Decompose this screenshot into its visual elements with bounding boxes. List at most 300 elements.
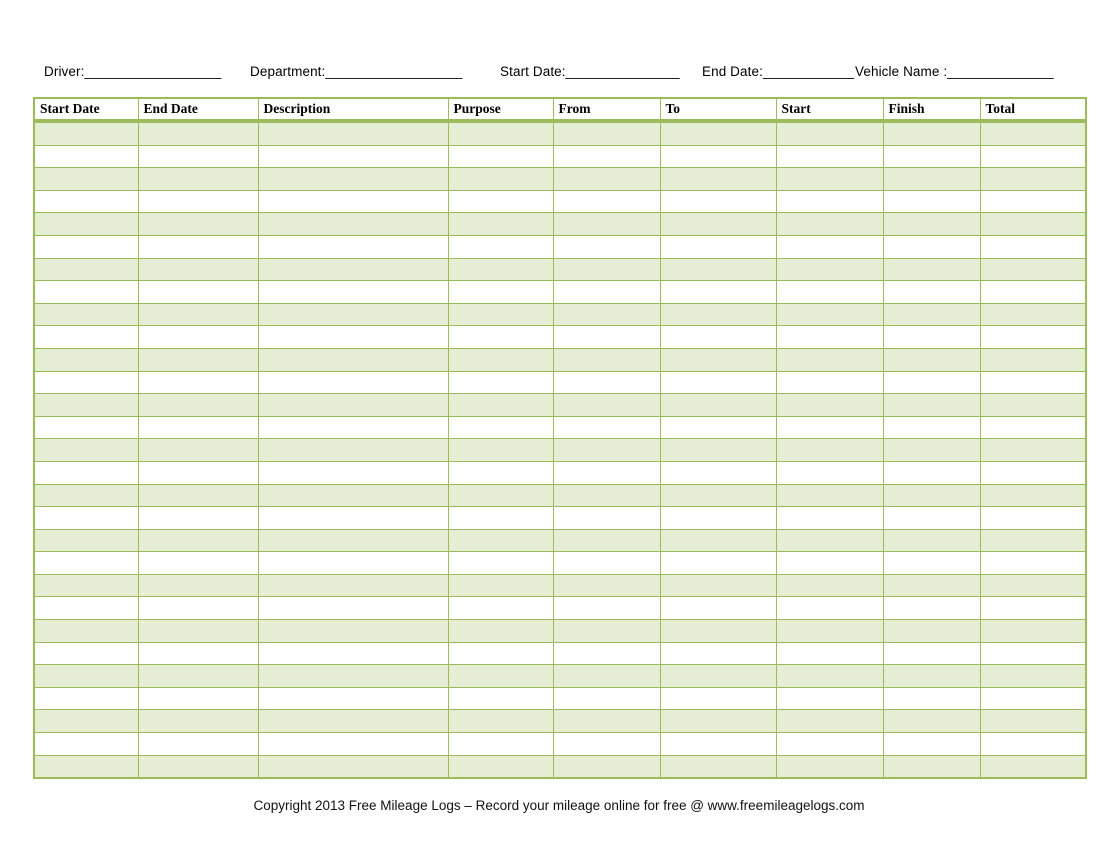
empty-cell [883,710,980,733]
empty-cell [553,507,660,530]
empty-cell [138,348,258,371]
empty-cell [553,168,660,191]
empty-cell [34,168,138,191]
empty-cell [660,552,776,575]
empty-cell [34,281,138,304]
table-row [34,371,1086,394]
empty-cell [776,461,883,484]
empty-cell [776,371,883,394]
empty-cell [258,552,448,575]
vehicle-name-field: Vehicle Name :______________ [855,64,1054,79]
empty-cell [258,121,448,145]
table-row [34,121,1086,145]
empty-cell [34,552,138,575]
col-header-to: To [660,98,776,121]
mileage-table [33,97,1087,779]
empty-cell [883,484,980,507]
empty-cell [660,168,776,191]
empty-cell [660,507,776,530]
empty-cell [660,416,776,439]
table-row [34,303,1086,326]
empty-cell [553,235,660,258]
table-row [34,348,1086,371]
empty-cell [553,687,660,710]
empty-cell [883,597,980,620]
empty-cell [34,620,138,643]
empty-cell [776,710,883,733]
empty-cell [34,235,138,258]
empty-cell [258,665,448,688]
empty-cell [258,574,448,597]
empty-cell [776,281,883,304]
empty-cell [138,710,258,733]
empty-cell [980,507,1086,530]
table-row [34,642,1086,665]
table-row [34,190,1086,213]
empty-cell [776,507,883,530]
empty-cell [660,213,776,236]
empty-cell [448,642,553,665]
empty-cell [258,597,448,620]
empty-cell [980,416,1086,439]
empty-cell [553,552,660,575]
table-header [34,98,1086,121]
empty-cell [448,190,553,213]
empty-cell [553,642,660,665]
empty-cell [258,461,448,484]
empty-cell [883,394,980,417]
empty-cell [258,687,448,710]
empty-cell [448,371,553,394]
empty-cell [553,190,660,213]
empty-cell [660,190,776,213]
empty-cell [258,394,448,417]
empty-cell [448,529,553,552]
empty-cell [553,439,660,462]
col-header-end-date: End Date [138,98,258,121]
empty-cell [660,281,776,304]
empty-cell [138,416,258,439]
empty-cell [448,303,553,326]
department-field: Department:__________________ [250,64,463,79]
empty-cell [34,213,138,236]
empty-cell [448,168,553,191]
empty-cell [776,145,883,168]
empty-cell [448,665,553,688]
driver-field: Driver:__________________ [44,64,222,79]
empty-cell [980,145,1086,168]
empty-cell [138,281,258,304]
empty-cell [448,348,553,371]
empty-cell [448,597,553,620]
empty-cell [660,145,776,168]
empty-cell [34,439,138,462]
empty-cell [660,529,776,552]
empty-cell [660,665,776,688]
empty-cell [660,574,776,597]
empty-cell [34,755,138,778]
table-row [34,168,1086,191]
empty-cell [34,710,138,733]
empty-cell [883,371,980,394]
empty-cell [448,258,553,281]
empty-cell [138,439,258,462]
empty-cell [34,461,138,484]
table-row [34,597,1086,620]
empty-cell [883,145,980,168]
empty-cell [258,416,448,439]
empty-cell [883,416,980,439]
empty-cell [660,258,776,281]
empty-cell [448,687,553,710]
empty-cell [660,371,776,394]
empty-cell [553,213,660,236]
empty-cell [883,258,980,281]
empty-cell [660,121,776,145]
empty-cell [448,574,553,597]
empty-cell [34,574,138,597]
empty-cell [776,394,883,417]
start-date-field: Start Date:_______________ [500,64,680,79]
empty-cell [138,121,258,145]
empty-cell [34,303,138,326]
empty-cell [883,190,980,213]
table-row [34,213,1086,236]
empty-cell [258,168,448,191]
empty-cell [980,235,1086,258]
empty-cell [258,620,448,643]
table-row [34,733,1086,756]
empty-cell [138,394,258,417]
empty-cell [138,507,258,530]
empty-cell [980,326,1086,349]
empty-cell [883,665,980,688]
table-row [34,484,1086,507]
empty-cell [776,665,883,688]
empty-cell [883,552,980,575]
empty-cell [980,168,1086,191]
empty-cell [448,235,553,258]
empty-cell [258,326,448,349]
empty-cell [980,574,1086,597]
empty-cell [883,348,980,371]
empty-cell [34,326,138,349]
empty-cell [553,281,660,304]
empty-cell [776,755,883,778]
empty-cell [980,529,1086,552]
table-row [34,687,1086,710]
empty-cell [660,461,776,484]
empty-cell [258,529,448,552]
empty-cell [883,213,980,236]
empty-cell [660,642,776,665]
empty-cell [258,642,448,665]
mileage-table-body [34,121,1086,778]
table-row [34,710,1086,733]
empty-cell [34,507,138,530]
empty-cell [138,733,258,756]
empty-cell [776,687,883,710]
empty-cell [883,529,980,552]
empty-cell [883,281,980,304]
empty-cell [34,597,138,620]
empty-cell [776,620,883,643]
col-header-from: From [553,98,660,121]
empty-cell [553,416,660,439]
empty-cell [258,213,448,236]
table-row [34,439,1086,462]
empty-cell [776,733,883,756]
empty-cell [660,620,776,643]
empty-cell [258,507,448,530]
empty-cell [258,281,448,304]
empty-cell [258,439,448,462]
empty-cell [660,303,776,326]
empty-cell [448,733,553,756]
empty-cell [258,484,448,507]
empty-cell [448,484,553,507]
table-row [34,258,1086,281]
empty-cell [776,484,883,507]
col-header-total: Total [980,98,1086,121]
end-date-field: End Date:____________ [702,64,855,79]
empty-cell [448,507,553,530]
empty-cell [138,168,258,191]
col-header-description: Description [258,98,448,121]
empty-cell [138,213,258,236]
table-row [34,620,1086,643]
table-row [34,326,1086,349]
empty-cell [980,597,1086,620]
empty-cell [776,258,883,281]
empty-cell [980,348,1086,371]
empty-cell [883,574,980,597]
empty-cell [138,665,258,688]
empty-cell [553,258,660,281]
header-form [0,64,1100,84]
empty-cell [138,235,258,258]
empty-cell [138,552,258,575]
col-header-purpose: Purpose [448,98,553,121]
empty-cell [448,326,553,349]
empty-cell [448,461,553,484]
empty-cell [883,642,980,665]
empty-cell [553,597,660,620]
empty-cell [553,484,660,507]
empty-cell [138,620,258,643]
empty-cell [34,642,138,665]
empty-cell [776,235,883,258]
empty-cell [448,213,553,236]
empty-cell [980,121,1086,145]
empty-cell [980,687,1086,710]
empty-cell [138,755,258,778]
empty-cell [776,348,883,371]
empty-cell [138,190,258,213]
empty-cell [34,394,138,417]
empty-cell [660,235,776,258]
empty-cell [980,461,1086,484]
empty-cell [448,145,553,168]
empty-cell [980,394,1086,417]
empty-cell [883,507,980,530]
empty-cell [776,439,883,462]
empty-cell [138,326,258,349]
empty-cell [980,642,1086,665]
table-row [34,552,1086,575]
empty-cell [138,303,258,326]
empty-cell [138,371,258,394]
empty-cell [553,574,660,597]
empty-cell [776,552,883,575]
empty-cell [258,145,448,168]
empty-cell [553,755,660,778]
empty-cell [660,755,776,778]
empty-cell [34,733,138,756]
empty-cell [553,348,660,371]
empty-cell [553,461,660,484]
empty-cell [258,190,448,213]
header-row [34,98,1086,121]
empty-cell [883,326,980,349]
empty-cell [980,665,1086,688]
empty-cell [883,121,980,145]
empty-cell [660,733,776,756]
empty-cell [980,281,1086,304]
empty-cell [660,348,776,371]
empty-cell [776,416,883,439]
empty-cell [258,258,448,281]
empty-cell [660,710,776,733]
empty-cell [980,190,1086,213]
empty-cell [980,552,1086,575]
empty-cell [980,439,1086,462]
empty-cell [553,665,660,688]
empty-cell [553,710,660,733]
table-row [34,507,1086,530]
empty-cell [776,190,883,213]
empty-cell [980,484,1086,507]
empty-cell [980,303,1086,326]
empty-cell [980,620,1086,643]
empty-cell [776,642,883,665]
empty-cell [660,687,776,710]
empty-cell [660,439,776,462]
table-row [34,665,1086,688]
empty-cell [776,529,883,552]
empty-cell [660,484,776,507]
empty-cell [776,303,883,326]
empty-cell [553,394,660,417]
empty-cell [980,710,1086,733]
empty-cell [553,371,660,394]
table-row [34,529,1086,552]
empty-cell [448,394,553,417]
empty-cell [448,416,553,439]
empty-cell [34,371,138,394]
empty-cell [34,258,138,281]
empty-cell [553,529,660,552]
empty-cell [980,755,1086,778]
table-row [34,235,1086,258]
table-row [34,145,1086,168]
empty-cell [883,461,980,484]
col-header-start-date: Start Date [34,98,138,121]
empty-cell [448,552,553,575]
empty-cell [980,733,1086,756]
empty-cell [258,755,448,778]
empty-cell [258,303,448,326]
empty-cell [980,371,1086,394]
empty-cell [138,574,258,597]
empty-cell [34,145,138,168]
empty-cell [138,484,258,507]
empty-cell [258,733,448,756]
empty-cell [138,258,258,281]
empty-cell [883,733,980,756]
table-row [34,394,1086,417]
empty-cell [776,168,883,191]
table-row [34,416,1086,439]
empty-cell [883,235,980,258]
empty-cell [448,620,553,643]
empty-cell [34,687,138,710]
table-row [34,281,1086,304]
empty-cell [34,121,138,145]
empty-cell [34,665,138,688]
empty-cell [553,326,660,349]
empty-cell [553,303,660,326]
empty-cell [776,574,883,597]
empty-cell [258,235,448,258]
empty-cell [776,326,883,349]
empty-cell [138,145,258,168]
empty-cell [34,348,138,371]
empty-cell [34,484,138,507]
empty-cell [776,597,883,620]
empty-cell [553,145,660,168]
empty-cell [258,348,448,371]
empty-cell [448,281,553,304]
empty-cell [138,597,258,620]
empty-cell [34,529,138,552]
col-header-finish: Finish [883,98,980,121]
empty-cell [553,620,660,643]
empty-cell [448,710,553,733]
empty-cell [980,213,1086,236]
empty-cell [883,439,980,462]
empty-cell [980,258,1086,281]
empty-cell [883,303,980,326]
table-row [34,755,1086,778]
empty-cell [553,121,660,145]
col-header-start: Start [776,98,883,121]
table-row [34,574,1086,597]
empty-cell [138,529,258,552]
empty-cell [258,371,448,394]
empty-cell [776,121,883,145]
copyright-footer: Copyright 2013 Free Mileage Logs – Record your mileage online for free @ www.freemileagelogs.com [253,798,865,813]
empty-cell [883,168,980,191]
empty-cell [660,394,776,417]
empty-cell [883,687,980,710]
empty-cell [138,687,258,710]
empty-cell [448,121,553,145]
empty-cell [553,733,660,756]
empty-cell [34,190,138,213]
empty-cell [448,439,553,462]
empty-cell [258,710,448,733]
